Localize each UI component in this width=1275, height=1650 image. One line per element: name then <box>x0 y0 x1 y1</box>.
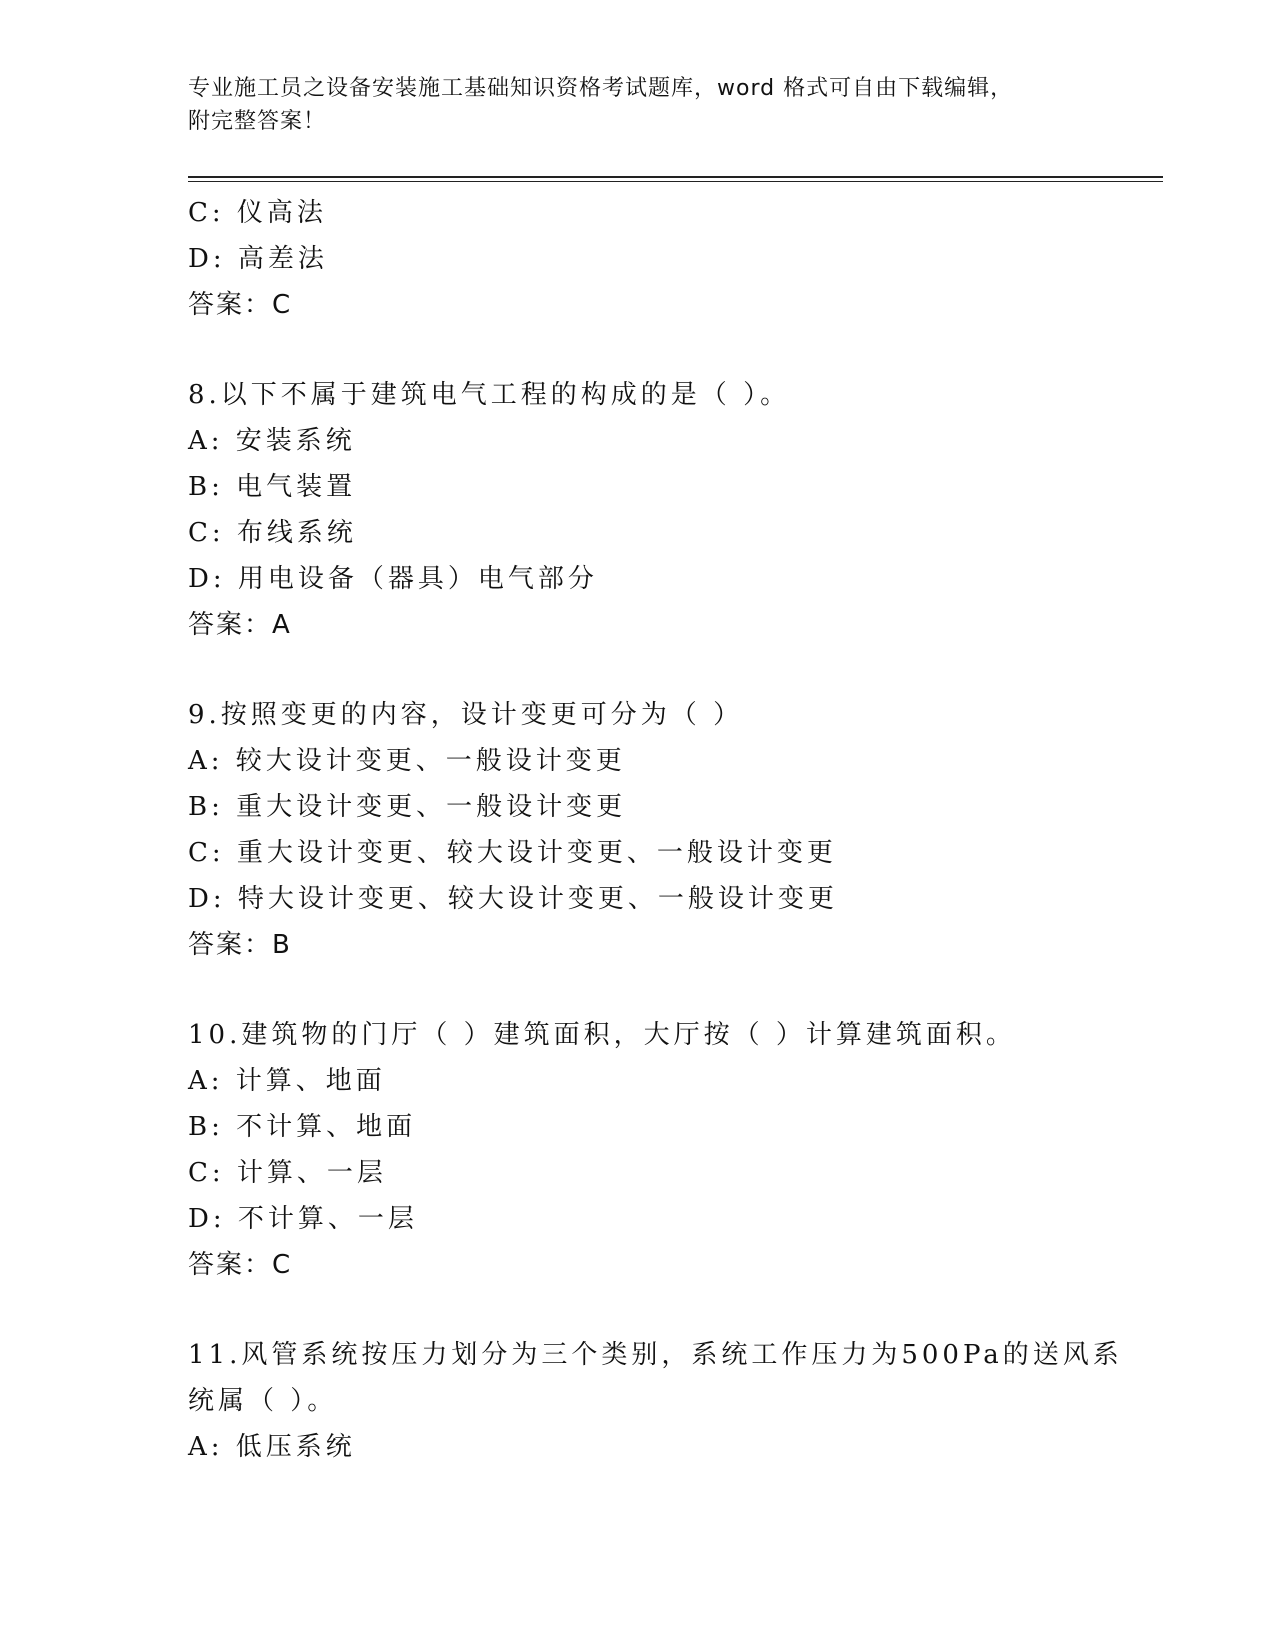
question-stem: 10.建筑物的门厅（ ）建筑面积，大厅按（ ）计算建筑面积。 <box>188 1020 1016 1050</box>
document-header <box>188 72 1088 138</box>
answer: 答案：C <box>188 1250 293 1280</box>
option-b: B: 不计算、地面 <box>188 1112 417 1142</box>
answer: 答案：B <box>188 930 292 960</box>
question-11 <box>188 1332 1148 1470</box>
option-a: A: 较大设计变更、一般设计变更 <box>188 746 626 776</box>
option-b: B: 电气装置 <box>188 472 357 502</box>
question-7-tail <box>188 190 1148 328</box>
option-d: D: 特大设计变更、较大设计变更、一般设计变更 <box>188 884 838 914</box>
question-9 <box>188 692 1148 968</box>
option-d: D: 高差法 <box>188 244 328 274</box>
question-10 <box>188 1012 1148 1288</box>
question-8 <box>188 372 1148 648</box>
option-a: A: 低压系统 <box>188 1432 356 1462</box>
option-a: A: 安装系统 <box>188 426 356 456</box>
option-b: B: 重大设计变更、一般设计变更 <box>188 792 627 822</box>
option-d: D: 用电设备（器具）电气部分 <box>188 564 598 594</box>
spacer <box>188 328 1148 372</box>
header-line-2: 附完整答案！ <box>188 109 327 134</box>
spacer <box>188 1288 1148 1332</box>
option-a: A: 计算、地面 <box>188 1066 386 1096</box>
spacer <box>188 648 1148 692</box>
option-c: C: 仪高法 <box>188 198 327 228</box>
question-stem: 9.按照变更的内容，设计变更可分为（ ） <box>188 700 744 730</box>
option-d: D: 不计算、一层 <box>188 1204 418 1234</box>
answer: 答案：C <box>188 290 293 320</box>
option-c: C: 布线系统 <box>188 518 357 548</box>
question-stem-line-1: 11.风管系统按压力划分为三个类别，系统工作压力为500Pa的送风系 <box>188 1340 1123 1370</box>
header-divider <box>188 176 1163 182</box>
question-stem: 8.以下不属于建筑电气工程的构成的是（ ）。 <box>188 380 791 410</box>
option-c: C: 重大设计变更、较大设计变更、一般设计变更 <box>188 838 837 868</box>
question-stem-line-2: 统属（ ）。 <box>188 1386 338 1416</box>
spacer <box>188 968 1148 1012</box>
header-line-1: 专业施工员之设备安装施工基础知识资格考试题库，word 格式可自由下载编辑， <box>188 76 1014 101</box>
question-list <box>188 190 1148 1470</box>
option-c: C: 计算、一层 <box>188 1158 387 1188</box>
answer: 答案：A <box>188 610 292 640</box>
